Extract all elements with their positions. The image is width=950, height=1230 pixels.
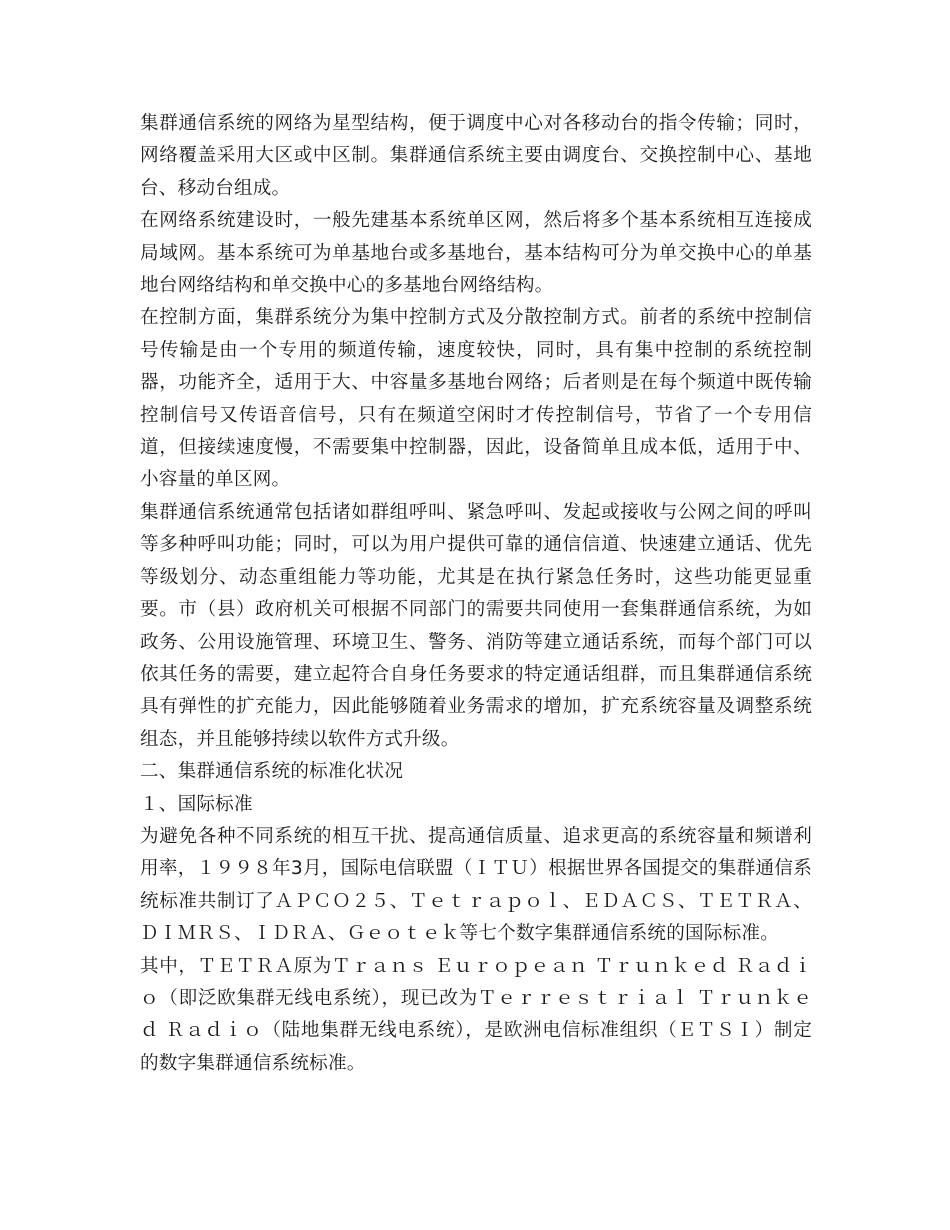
paragraph-network-construction: 在网络系统建设时，一般先建基本系统单区网，然后将多个基本系统相互连接成局域网。基本系统可为单基地台或多基地台，基本结构可分为单交换中心的单基地台网络结构和单交换中心的多基地台网络结构。 bbox=[140, 210, 812, 297]
subsection-heading-international-standards: １、国际标准 bbox=[140, 793, 253, 815]
section-heading-standardization: 二、集群通信系统的标准化状况 bbox=[140, 761, 404, 783]
paragraph-control-modes: 在控制方面，集群系统分为集中控制方式及分散控制方式。前者的系统中控制信号传输是由一个专用的频道传输，速度较快，同时，具有集中控制的系统控制器，功能齐全，适用于大、中容量多基地台网络；后者则是在每个频道中既传输控制信号又传语音信号，只有在频道空闲时才传控制信号，节省了一个专用信道，但接续速度慢，不需要集中控制器，因此，设备简单且成本低，适用于中、小容量的单区网。 bbox=[140, 307, 812, 491]
document-page bbox=[140, 108, 812, 1080]
paragraph-itu-standards: 为避免各种不同系统的相互干扰、提高通信质量、追求更高的系统容量和频谱利用率，１９９８年3月，国际电信联盟（ＩＴＵ）根据世界各国提交的集群通信系统标准共制订了ＡＰＣＯ２５、Ｔｅｔｒａｐｏｌ、ＥＤＡＣＳ、ＴＥＴＲＡ、ＤＩＭＲＳ、ＩＤＲＡ、Ｇｅｏｔｅｋ等七个数字集群通信系统的国际标准。 bbox=[140, 825, 812, 945]
paragraph-call-functions: 集群通信系统通常包括诸如群组呼叫、紧急呼叫、发起或接收与公网之间的呼叫等多种呼叫功能；同时，可以为用户提供可靠的通信信道、快速建立通话、优先等级划分、动态重组能力等功能，尤其是在执行紧急任务时，这些功能更显重要。市（县）政府机关可根据不同部门的需要共同使用一套集群通信系统，为如政务、公用设施管理、环境卫生、警务、消防等建立通话系统，而每个部门可以依其任务的需要，建立起符合自身任务要求的特定通话组群，而且集群通信系统具有弹性的扩充能力，因此能够随着业务需求的增加，扩充系统容量及调整系统组态，并且能够持续以软件方式升级。 bbox=[140, 501, 812, 750]
paragraph-tetra-definition: 其中，ＴＥＴＲＡ原为Ｔｒａｎｓ Ｅｕｒｏｐｅａｎ Ｔｒｕｎｋｅｄ Ｒａｄｉｏ（即泛欧集群无线电系统），现已改为Ｔｅｒｒｅｓｔｒｉａｌ Ｔｒｕｎｋｅｄ Ｒａｄｉｏ（陆地集群无线电系统），是欧洲电信标准组织（ＥＴＳＩ）制定的数字集群通信系统标准。 bbox=[140, 955, 812, 1074]
paragraph-network-structure: 集群通信系统的网络为星型结构，便于调度中心对各移动台的指令传输；同时，网络覆盖采用大区或中区制。集群通信系统主要由调度台、交换控制中心、基地台、移动台组成。 bbox=[140, 113, 812, 199]
